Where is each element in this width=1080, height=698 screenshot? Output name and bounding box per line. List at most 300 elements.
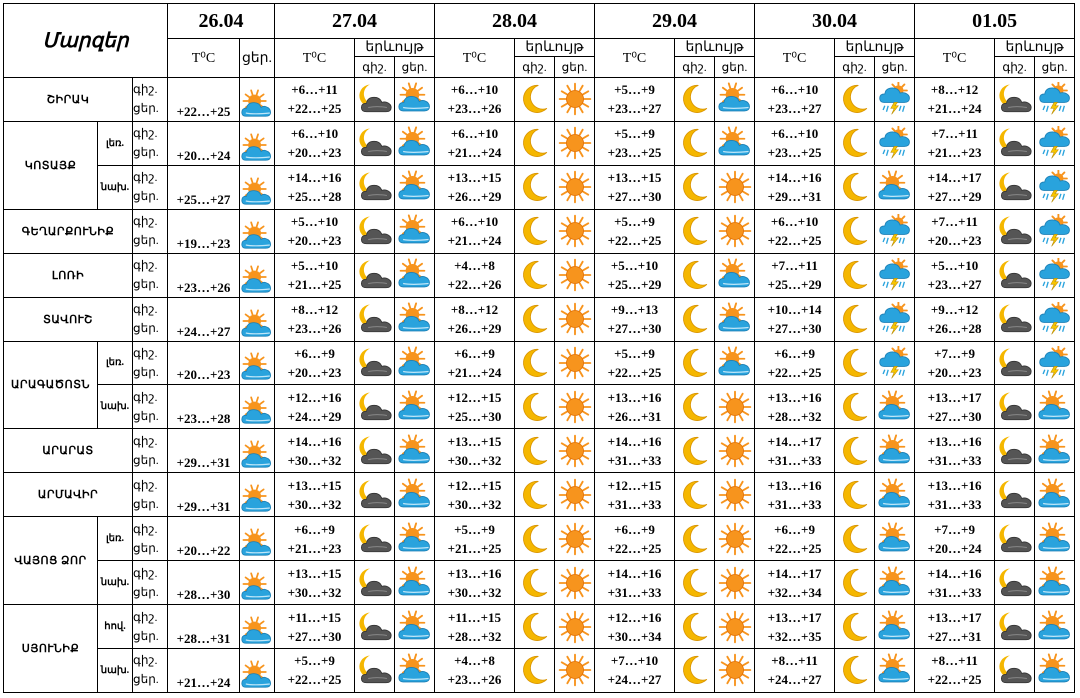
sun-cloud-icon (878, 478, 912, 512)
night-temp: +12…+15 (447, 477, 502, 493)
moon-icon (678, 258, 712, 292)
night-temp: +14…+16 (287, 170, 342, 186)
day-icon-cell (1035, 648, 1075, 692)
day-temp: +27…+30 (927, 408, 982, 424)
moon-icon (678, 610, 712, 644)
day-temp: +25…+28 (287, 189, 342, 205)
night-temp: +4…+8 (454, 653, 495, 669)
night-temp: +7…+11 (931, 214, 978, 230)
temp-cell (915, 297, 995, 341)
table-row (4, 605, 1075, 649)
moon-icon (678, 214, 712, 248)
day-label: ցեր. (133, 101, 159, 116)
night-icon-cell (675, 561, 715, 605)
temp-cell (915, 341, 995, 385)
region-name: ԿՈՏԱՅՔ (4, 121, 98, 209)
day-temp: +24…+27 (767, 672, 822, 688)
day-icon-cell (1035, 473, 1075, 517)
night-icon-cell (515, 209, 555, 253)
table-row (4, 648, 1075, 692)
temp-cell (595, 78, 675, 122)
sun-cloud-icon (398, 82, 432, 116)
sun-cloud-icon (718, 302, 752, 336)
moon-icon (678, 653, 712, 687)
day-icon-cell (395, 253, 435, 297)
temp-cell (755, 78, 835, 122)
day-icon-cell (875, 561, 915, 605)
temp-cell (275, 341, 355, 385)
night-icon-cell (355, 517, 395, 561)
night-icon-cell (835, 165, 875, 209)
moon-icon (518, 434, 552, 468)
moon-dark-cloud-icon (998, 170, 1032, 204)
night-temp: +12…+16 (607, 609, 662, 625)
night-header: գիշ. (995, 57, 1035, 78)
day-temp: +31…+33 (927, 496, 982, 512)
day-label: ցեր. (133, 189, 159, 204)
day-icon-cell (395, 517, 435, 561)
day-icon-cell (715, 297, 755, 341)
sun-cloud-icon (718, 346, 752, 380)
day-icon-cell (715, 341, 755, 385)
region-name: ՎԱՅՈՑ ՁՈՐ (4, 517, 98, 605)
sun-cloud-icon (1038, 653, 1072, 687)
day-icon-cell (715, 648, 755, 692)
day-icon-cell (555, 253, 595, 297)
night-icon-cell (995, 429, 1035, 473)
temp-cell (595, 561, 675, 605)
phenomenon-header: երևույթ (515, 39, 595, 57)
night-temp: +6…+10 (770, 126, 819, 142)
night-icon-cell (515, 297, 555, 341)
table-row (4, 517, 1075, 561)
night-temp: +5…+10 (290, 258, 339, 274)
sun-cloud-icon (718, 258, 752, 292)
night-temp: +8…+12 (290, 302, 339, 318)
day-night-labels (133, 165, 168, 209)
zone-label: լեռ. (98, 517, 133, 561)
temp-cell (275, 473, 355, 517)
sun-icon (718, 170, 752, 204)
day-icon-cell (875, 209, 915, 253)
day-temp: +20…+23 (927, 364, 982, 380)
night-icon-cell (355, 121, 395, 165)
moon-icon (678, 478, 712, 512)
night-icon-cell (995, 121, 1035, 165)
temp-cell (595, 165, 675, 209)
temp-cell (435, 648, 515, 692)
night-temp: +6…+10 (450, 214, 499, 230)
temp-header: T⁰C (915, 39, 995, 78)
night-header: գիշ. (515, 57, 555, 78)
night-icon-cell (835, 473, 875, 517)
sun-cloud-icon (398, 346, 432, 380)
sun-icon (718, 478, 752, 512)
weather-icon-cell (240, 297, 275, 341)
weather-icon-cell (240, 517, 275, 561)
temp-header: T⁰C (595, 39, 675, 78)
day-icon-cell (395, 429, 435, 473)
day-icon-cell (1035, 121, 1075, 165)
temp-range: +29…+31 (168, 429, 240, 473)
moon-icon (678, 126, 712, 160)
night-icon-cell (995, 385, 1035, 429)
night-temp: +14…+16 (287, 433, 342, 449)
moon-dark-cloud-icon (998, 610, 1032, 644)
weather-icon-cell (240, 473, 275, 517)
day-temp: +22…+25 (287, 672, 342, 688)
night-temp: +7…+11 (771, 258, 818, 274)
day-header: ցեր. (240, 39, 275, 78)
night-temp: +13…+15 (447, 170, 502, 186)
night-temp: +7…+10 (610, 653, 659, 669)
night-icon-cell (355, 429, 395, 473)
night-icon-cell (355, 605, 395, 649)
moon-icon (838, 214, 872, 248)
day-temp: +21…+23 (287, 540, 342, 556)
day-icon-cell (555, 209, 595, 253)
zone-label: հով. (98, 605, 133, 649)
sun-cloud-icon (241, 396, 273, 428)
night-temp: +13…+16 (767, 477, 822, 493)
night-temp: +13…+15 (447, 433, 502, 449)
night-icon-cell (675, 121, 715, 165)
moon-dark-cloud-icon (358, 126, 392, 160)
moon-icon (838, 610, 872, 644)
weather-icon-cell (240, 385, 275, 429)
moon-icon (838, 653, 872, 687)
night-temp: +6…+10 (770, 82, 819, 98)
night-temp: +5…+10 (290, 214, 339, 230)
sun-cloud-icon (398, 434, 432, 468)
night-icon-cell (675, 297, 715, 341)
day-label: ցեր. (133, 277, 159, 292)
night-temp: +13…+17 (927, 609, 982, 625)
sun-cloud-icon (878, 566, 912, 600)
day-icon-cell (715, 429, 755, 473)
temp-cell (275, 297, 355, 341)
sun-cloud-icon (398, 214, 432, 248)
night-temp: +9…+12 (930, 302, 979, 318)
day-label: ցեր. (133, 233, 159, 248)
temp-cell (435, 78, 515, 122)
day-temp: +31…+33 (607, 584, 662, 600)
zone-label: նախ. (98, 385, 133, 429)
night-label: գիշ. (133, 345, 158, 360)
moon-dark-cloud-icon (998, 82, 1032, 116)
temp-cell (755, 121, 835, 165)
temp-range: +23…+26 (168, 253, 240, 297)
night-temp: +6…+9 (774, 521, 815, 537)
moon-dark-cloud-icon (998, 214, 1032, 248)
day-icon-cell (555, 165, 595, 209)
moon-icon (838, 522, 872, 556)
temp-cell (755, 517, 835, 561)
temp-cell (915, 473, 995, 517)
sun-icon (718, 434, 752, 468)
night-icon-cell (675, 473, 715, 517)
night-temp: +7…+9 (934, 521, 975, 537)
weather-icon-cell (240, 121, 275, 165)
night-header: գիշ. (835, 57, 875, 78)
day-temp: +22…+25 (767, 540, 822, 556)
day-icon-cell (395, 561, 435, 605)
temp-cell (915, 517, 995, 561)
day-temp: +27…+30 (767, 321, 822, 337)
moon-dark-cloud-icon (358, 522, 392, 556)
storm-cloud-icon (878, 214, 912, 248)
night-icon-cell (355, 561, 395, 605)
night-icon-cell (675, 209, 715, 253)
night-icon-cell (995, 297, 1035, 341)
night-icon-cell (675, 165, 715, 209)
day-temp: +30…+32 (287, 584, 342, 600)
weather-icon-cell (240, 165, 275, 209)
storm-cloud-icon (1038, 258, 1072, 292)
day-label: ցեր. (133, 408, 159, 423)
temp-cell (275, 605, 355, 649)
sun-icon (718, 522, 752, 556)
sun-cloud-icon (241, 484, 273, 516)
moon-dark-cloud-icon (358, 610, 392, 644)
region-name: ՍՅՈՒՆԻՔ (4, 605, 98, 693)
day-icon-cell (1035, 385, 1075, 429)
night-icon-cell (995, 341, 1035, 385)
night-header: գիշ. (355, 57, 395, 78)
zone-label: նախ. (98, 648, 133, 692)
temp-header: T⁰C (275, 39, 355, 78)
temp-cell (755, 385, 835, 429)
day-temp: +30…+32 (287, 452, 342, 468)
temp-header: T⁰C (755, 39, 835, 78)
temp-range: +29…+31 (168, 473, 240, 517)
temp-cell (435, 209, 515, 253)
temp-cell (755, 209, 835, 253)
moon-dark-cloud-icon (998, 478, 1032, 512)
night-temp: +13…+15 (287, 477, 342, 493)
day-temp: +23…+27 (927, 277, 982, 293)
region-name: ԱՐԱԳԱԾՈՏՆ (4, 341, 98, 429)
sun-cloud-icon (878, 610, 912, 644)
phenomenon-header: երևույթ (675, 39, 755, 57)
day-night-labels (133, 517, 168, 561)
day-icon-cell (395, 605, 435, 649)
sun-cloud-icon (241, 309, 273, 341)
day-temp: +23…+27 (767, 101, 822, 117)
temp-cell (595, 121, 675, 165)
moon-dark-cloud-icon (358, 302, 392, 336)
day-temp: +28…+32 (767, 408, 822, 424)
sun-cloud-icon (1038, 566, 1072, 600)
night-icon-cell (675, 429, 715, 473)
day-temp: +30…+32 (447, 452, 502, 468)
temp-cell (275, 517, 355, 561)
moon-icon (838, 258, 872, 292)
night-label: գիշ. (133, 126, 158, 141)
day-temp: +22…+25 (287, 101, 342, 117)
night-icon-cell (995, 165, 1035, 209)
moon-icon (838, 346, 872, 380)
day-icon-cell (715, 473, 755, 517)
sun-cloud-icon (878, 653, 912, 687)
moon-icon (518, 478, 552, 512)
night-label: գիշ. (133, 82, 158, 97)
day-night-labels (133, 78, 168, 122)
night-temp: +7…+9 (934, 345, 975, 361)
zone-label: նախ. (98, 165, 133, 209)
day-temp: +22…+26 (447, 277, 502, 293)
sun-icon (718, 390, 752, 424)
temp-cell (435, 253, 515, 297)
moon-icon (838, 566, 872, 600)
day-icon-cell (1035, 165, 1075, 209)
storm-cloud-icon (1038, 170, 1072, 204)
temp-cell (755, 648, 835, 692)
night-temp: +5…+9 (294, 653, 335, 669)
day-temp: +21…+23 (927, 145, 982, 161)
moon-icon (518, 390, 552, 424)
night-temp: +13…+17 (767, 609, 822, 625)
day-temp: +22…+25 (767, 364, 822, 380)
moon-dark-cloud-icon (358, 170, 392, 204)
sun-cloud-icon (1038, 390, 1072, 424)
sun-cloud-icon (718, 82, 752, 116)
moon-icon (518, 82, 552, 116)
day-header: ցեր. (395, 57, 435, 78)
night-temp: +13…+16 (927, 477, 982, 493)
temp-cell (435, 385, 515, 429)
sun-icon (558, 610, 592, 644)
night-icon-cell (995, 253, 1035, 297)
night-temp: +5…+9 (614, 82, 655, 98)
day-temp: +24…+27 (607, 672, 662, 688)
night-temp: +13…+16 (607, 389, 662, 405)
forecast-table (3, 3, 1075, 693)
night-label: գիշ. (133, 433, 158, 448)
table-row (4, 121, 1075, 165)
night-icon-cell (355, 385, 395, 429)
day-icon-cell (1035, 561, 1075, 605)
day-icon-cell (1035, 605, 1075, 649)
temp-cell (435, 561, 515, 605)
day-icon-cell (555, 297, 595, 341)
temp-cell (435, 473, 515, 517)
night-temp: +5…+9 (454, 521, 495, 537)
night-icon-cell (515, 165, 555, 209)
day-night-labels (133, 385, 168, 429)
day-label: ցեր. (133, 628, 159, 643)
day-temp: +20…+23 (927, 233, 982, 249)
temp-cell (595, 473, 675, 517)
day-icon-cell (555, 605, 595, 649)
temp-header: T⁰C (168, 39, 240, 78)
day-temp: +22…+25 (767, 233, 822, 249)
moon-icon (678, 390, 712, 424)
night-icon-cell (515, 121, 555, 165)
night-temp: +6…+9 (614, 521, 655, 537)
night-icon-cell (355, 78, 395, 122)
day-icon-cell (555, 517, 595, 561)
temp-cell (275, 209, 355, 253)
night-temp: +6…+9 (294, 521, 335, 537)
day-night-labels (133, 561, 168, 605)
moon-icon (518, 522, 552, 556)
day-temp: +21…+24 (447, 233, 502, 249)
weather-icon-cell (240, 648, 275, 692)
moon-icon (518, 258, 552, 292)
sun-icon (718, 610, 752, 644)
day-temp: +21…+24 (447, 364, 502, 380)
day-temp: +20…+23 (287, 233, 342, 249)
day-temp: +27…+30 (607, 321, 662, 337)
moon-icon (518, 214, 552, 248)
day-icon-cell (395, 78, 435, 122)
moon-icon (518, 610, 552, 644)
night-temp: +6…+9 (774, 345, 815, 361)
date-header: 30.04 (755, 4, 915, 39)
night-icon-cell (515, 429, 555, 473)
day-night-labels (133, 605, 168, 649)
night-icon-cell (515, 561, 555, 605)
sun-cloud-icon (718, 126, 752, 160)
day-icon-cell (875, 165, 915, 209)
moon-dark-cloud-icon (358, 653, 392, 687)
day-label: ցեր. (133, 364, 159, 379)
night-icon-cell (995, 648, 1035, 692)
night-icon-cell (835, 209, 875, 253)
zone-label: նախ. (98, 561, 133, 605)
moon-icon (838, 390, 872, 424)
regions-header: Մարզեր (4, 4, 168, 78)
storm-cloud-icon (1038, 346, 1072, 380)
moon-dark-cloud-icon (358, 390, 392, 424)
sun-cloud-icon (878, 170, 912, 204)
moon-icon (518, 346, 552, 380)
night-icon-cell (835, 121, 875, 165)
day-icon-cell (395, 341, 435, 385)
phenomenon-header: երևույթ (835, 39, 915, 57)
sun-cloud-icon (398, 390, 432, 424)
day-icon-cell (395, 385, 435, 429)
night-icon-cell (835, 341, 875, 385)
day-label: ցեր. (133, 496, 159, 511)
night-icon-cell (995, 78, 1035, 122)
day-temp: +32…+35 (767, 628, 822, 644)
night-temp: +7…+11 (931, 126, 978, 142)
sun-cloud-icon (241, 660, 273, 692)
temp-cell (915, 253, 995, 297)
night-label: գիշ. (133, 302, 158, 317)
day-temp: +26…+28 (927, 321, 982, 337)
night-temp: +12…+15 (607, 477, 662, 493)
sun-icon (558, 170, 592, 204)
moon-icon (518, 126, 552, 160)
temp-cell (755, 473, 835, 517)
sun-icon (718, 214, 752, 248)
moon-dark-cloud-icon (998, 346, 1032, 380)
night-icon-cell (355, 253, 395, 297)
moon-dark-cloud-icon (998, 258, 1032, 292)
night-temp: +13…+15 (607, 170, 662, 186)
day-temp: +22…+25 (927, 672, 982, 688)
sun-cloud-icon (1038, 478, 1072, 512)
zone-label: լեռ. (98, 121, 133, 165)
sun-icon (558, 566, 592, 600)
day-temp: +23…+25 (767, 145, 822, 161)
day-night-labels (133, 648, 168, 692)
storm-cloud-icon (878, 82, 912, 116)
day-icon-cell (875, 121, 915, 165)
